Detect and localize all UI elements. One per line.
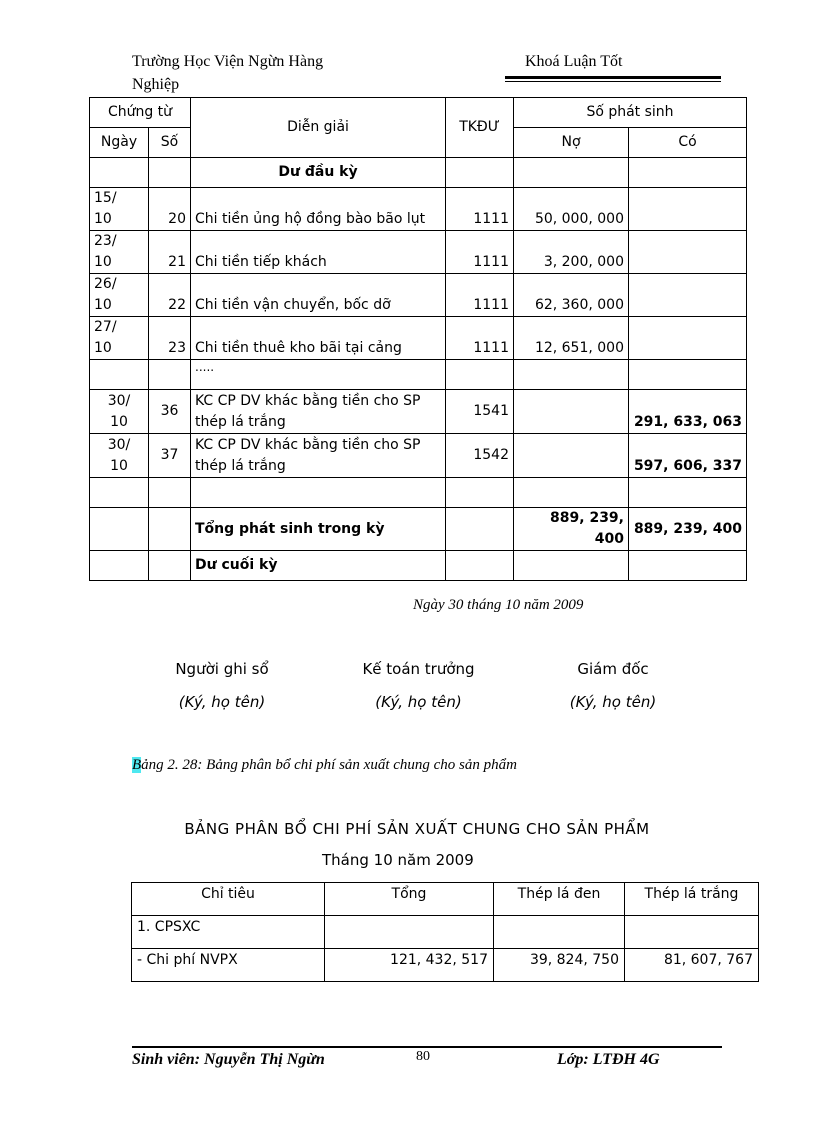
footer-rule <box>132 1046 722 1048</box>
allocation-title: BẢNG PHÂN BỔ CHI PHÍ SẢN XUẤT CHUNG CHO SẢN PHẨM <box>184 820 650 838</box>
header-diengiai: Diễn giải <box>191 98 446 158</box>
table-caption: Bảng 2. 28: Bảng phân bổ chi phí sản xuất chung cho sản phẩm <box>132 757 517 773</box>
signature-director: Giám đốc <box>577 660 649 678</box>
col-header: Thép lá đen <box>494 883 625 916</box>
header-sophatsinh: Số phát sinh <box>514 98 747 128</box>
table-row: - Chi phí NVPX 121, 432, 517 39, 824, 750 81, 607, 767 <box>132 949 759 982</box>
header-rule-thin <box>505 81 721 82</box>
col-header: Tổng <box>325 883 494 916</box>
allocation-table <box>131 882 759 982</box>
ellipsis: ..... <box>191 360 446 390</box>
header-chungtu: Chứng từ <box>90 98 191 128</box>
date-line: Ngày 30 tháng 10 năm 2009 <box>413 597 584 613</box>
opening-balance-label: Dư đầu kỳ <box>191 158 446 188</box>
page-number: 80 <box>416 1049 430 1064</box>
col-header: Thép lá trắng <box>625 883 759 916</box>
signature-chief-accountant: Kế toán trưởng <box>362 660 475 678</box>
table-row: 30/ 10 37 KC CP DV khác bằng tiền cho SP thép lá trắng 1542 597, 606, 337 <box>90 434 747 478</box>
header-rule-thick <box>505 76 721 79</box>
footer-class: Lớp: LTĐH 4G <box>557 1051 660 1068</box>
table-row: 1. CPSXC <box>132 916 759 949</box>
total-credit: 889, 239, 400 <box>629 508 747 551</box>
closing-balance-label: Dư cuối kỳ <box>191 551 446 581</box>
total-debit: 889, 239, 400 <box>514 508 629 551</box>
col-header: Chỉ tiêu <box>132 883 325 916</box>
table-row: 26/ 10 22 Chi tiền vận chuyển, bốc dỡ 1111 62, 360, 000 <box>90 274 747 317</box>
header-no: Nợ <box>514 128 629 158</box>
signature-note: (Ký, họ tên) <box>569 693 657 711</box>
header-co: Có <box>629 128 747 158</box>
header-ngay: Ngày <box>90 128 149 158</box>
table-row: 15/ 10 20 Chi tiền ủng hộ đồng bào bão lụt 1111 50, 000, 000 <box>90 188 747 231</box>
header-thesis: Khoá Luận Tốt <box>525 53 623 70</box>
ledger-table <box>89 97 747 581</box>
header-so: Số <box>149 128 191 158</box>
header-tkdu: TKĐƯ <box>446 98 514 158</box>
footer-student: Sinh viên: Nguyễn Thị Ngừn <box>132 1051 325 1068</box>
table-row: 23/ 10 21 Chi tiền tiếp khách 1111 3, 200, 000 <box>90 231 747 274</box>
header-wrap-text: Nghiệp <box>132 76 180 93</box>
signature-recorder: Người ghi sổ <box>175 660 269 678</box>
allocation-month: Tháng 10 năm 2009 <box>322 851 474 869</box>
header-school: Trường Học Viện Ngừn Hàng <box>132 53 324 70</box>
signature-note: (Ký, họ tên) <box>178 693 266 711</box>
total-label: Tổng phát sinh trong kỳ <box>191 508 446 551</box>
table-row: 27/ 10 23 Chi tiền thuê kho bãi tại cảng 1111 12, 651, 000 <box>90 317 747 360</box>
table-row: 30/ 10 36 KC CP DV khác bằng tiền cho SP thép lá trắng 1541 291, 633, 063 <box>90 390 747 434</box>
signature-note: (Ký, họ tên) <box>375 693 462 711</box>
